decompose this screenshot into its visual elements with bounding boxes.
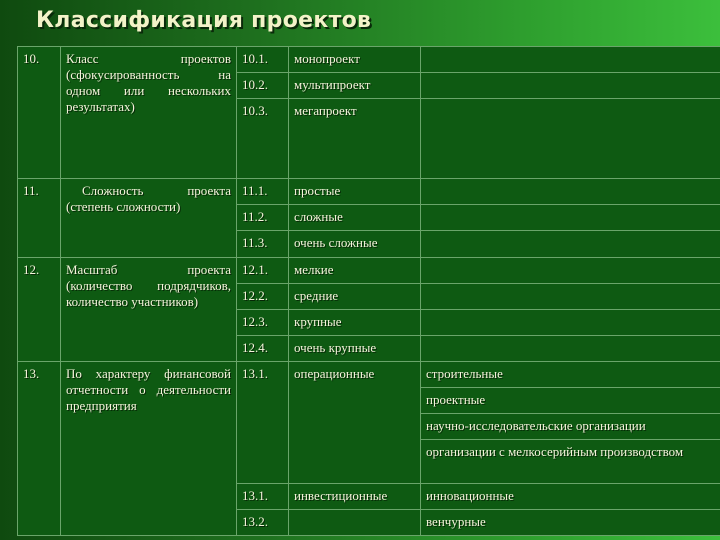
class-cell: Сложность проекта (степень сложности) xyxy=(61,179,237,258)
item-code: 11.1. xyxy=(237,179,289,205)
item-name: инвестиционные xyxy=(289,484,421,510)
item-name: операционные xyxy=(289,362,421,484)
sub-item: инновационные xyxy=(421,484,720,510)
sub-item: научно-исследовательские организации xyxy=(421,414,720,440)
classification-table xyxy=(17,46,720,536)
table-row xyxy=(18,258,720,284)
item-extra xyxy=(421,310,720,336)
row-number: 12. xyxy=(18,258,61,362)
item-code: 11.2. xyxy=(237,205,289,231)
item-extra xyxy=(421,99,720,179)
item-name: очень крупные xyxy=(289,336,421,362)
item-extra xyxy=(421,47,720,73)
item-code: 10.2. xyxy=(237,73,289,99)
item-name: монопроект xyxy=(289,47,421,73)
item-code: 10.3. xyxy=(237,99,289,179)
item-code: 12.2. xyxy=(237,284,289,310)
table-row xyxy=(18,47,720,73)
item-code: 12.4. xyxy=(237,336,289,362)
item-extra xyxy=(421,336,720,362)
item-name: мелкие xyxy=(289,258,421,284)
item-code: 11.3. xyxy=(237,231,289,258)
item-extra xyxy=(421,258,720,284)
item-name: мультипроект xyxy=(289,73,421,99)
item-name: мегапроект xyxy=(289,99,421,179)
item-code: 13.1. xyxy=(237,484,289,510)
class-cell: По характеру финансовой отчетности о деятельности предприятия xyxy=(61,362,237,536)
item-name: средние xyxy=(289,284,421,310)
row-number: 10. xyxy=(18,47,61,179)
item-name: простые xyxy=(289,179,421,205)
sub-item: проектные xyxy=(421,388,720,414)
class-cell: Масштаб проекта (количество подрядчиков, количество участников) xyxy=(61,258,237,362)
item-code: 10.1. xyxy=(237,47,289,73)
item-extra xyxy=(421,179,720,205)
item-code: 12.1. xyxy=(237,258,289,284)
item-extra xyxy=(421,284,720,310)
item-extra xyxy=(421,231,720,258)
item-name: сложные xyxy=(289,205,421,231)
item-code: 13.1. xyxy=(237,362,289,484)
item-code: 12.3. xyxy=(237,310,289,336)
row-number: 11. xyxy=(18,179,61,258)
item-name xyxy=(289,510,421,536)
item-name: очень сложные xyxy=(289,231,421,258)
item-name: крупные xyxy=(289,310,421,336)
sub-item: организации с мелкосерийным производством xyxy=(421,440,720,484)
page-title: Классификация проектов xyxy=(36,8,372,33)
item-code: 13.2. xyxy=(237,510,289,536)
class-cell: Класс проектов (сфокусированность на одном или нескольких результатах) xyxy=(61,47,237,179)
row-number: 13. xyxy=(18,362,61,536)
table-row xyxy=(18,362,720,388)
sub-item: венчурные xyxy=(421,510,720,536)
table-row xyxy=(18,179,720,205)
item-extra xyxy=(421,73,720,99)
sub-item: строительные xyxy=(421,362,720,388)
item-extra xyxy=(421,205,720,231)
